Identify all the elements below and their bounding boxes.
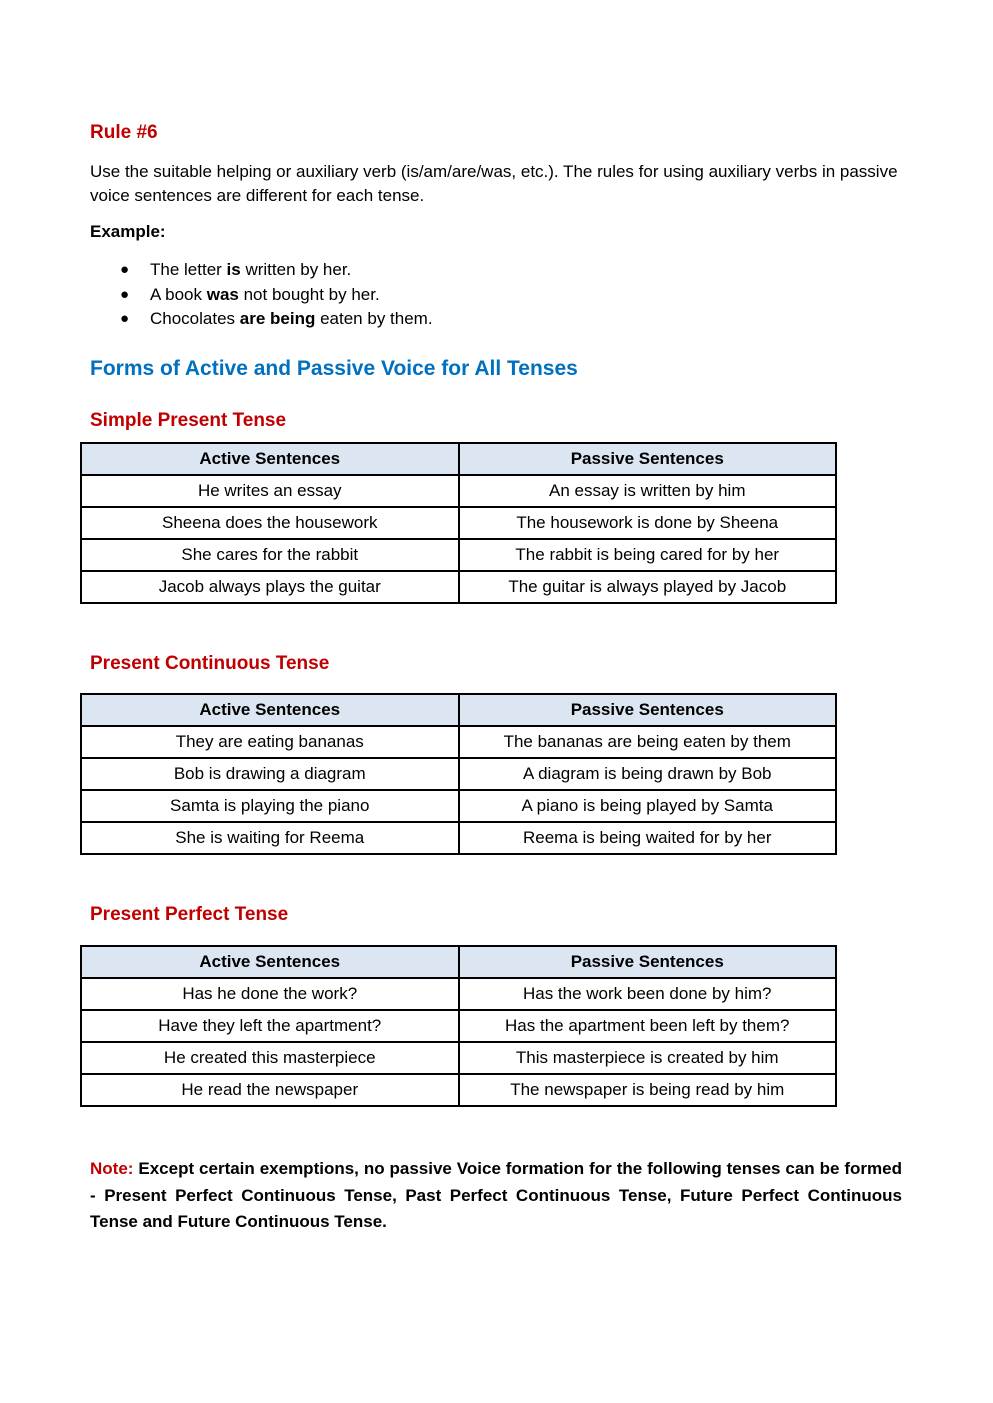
bullet-icon: ● <box>120 310 130 327</box>
table-present-continuous <box>80 693 837 855</box>
table-header-row <box>81 443 836 475</box>
list-item: ● Chocolates are being eaten by them. <box>90 307 433 332</box>
active-cell: Bob is drawing a diagram <box>81 758 459 790</box>
note-label: Note: <box>90 1159 134 1178</box>
passive-cell: A piano is being played by Samta <box>459 790 837 822</box>
table-row <box>81 1010 836 1042</box>
table-present-perfect <box>80 945 837 1107</box>
active-cell: They are eating bananas <box>81 726 459 758</box>
table-row <box>81 539 836 571</box>
rule-title: Rule #6 <box>90 122 158 143</box>
active-cell: Sheena does the housework <box>81 507 459 539</box>
passive-cell: Reema is being waited for by her <box>459 822 837 854</box>
passive-cell: A diagram is being drawn by Bob <box>459 758 837 790</box>
active-cell: Has he done the work? <box>81 978 459 1010</box>
table-row <box>81 978 836 1010</box>
passive-cell: The bananas are being eaten by them <box>459 726 837 758</box>
passive-cell: This masterpiece is created by him <box>459 1042 837 1074</box>
active-cell: Jacob always plays the guitar <box>81 571 459 603</box>
table-row <box>81 726 836 758</box>
table-row <box>81 790 836 822</box>
active-cell: He created this masterpiece <box>81 1042 459 1074</box>
active-cell: He read the newspaper <box>81 1074 459 1106</box>
table-row <box>81 1074 836 1106</box>
passive-cell: An essay is written by him <box>459 475 837 507</box>
table-row <box>81 507 836 539</box>
tense-title-simple-present: Simple Present Tense <box>90 410 287 431</box>
table-row <box>81 1042 836 1074</box>
table-header-row <box>81 946 836 978</box>
table-simple-present <box>80 442 837 604</box>
passive-cell: Has the work been done by him? <box>459 978 837 1010</box>
tense-title-present-continuous: Present Continuous Tense <box>90 653 330 674</box>
list-item: ● The letter is written by her. <box>90 258 433 283</box>
table-row <box>81 475 836 507</box>
passive-cell: The guitar is always played by Jacob <box>459 571 837 603</box>
tense-title-present-perfect: Present Perfect Tense <box>90 904 289 925</box>
note-paragraph <box>90 1156 902 1236</box>
table-header-row <box>81 694 836 726</box>
column-header-active: Active Sentences <box>81 694 459 726</box>
column-header-passive: Passive Sentences <box>459 443 837 475</box>
active-cell: He writes an essay <box>81 475 459 507</box>
table-row <box>81 758 836 790</box>
table-row <box>81 822 836 854</box>
example-list <box>90 258 433 332</box>
rule-intro: Use the suitable helping or auxiliary verb (is/am/are/was, etc.). The rules for using auxiliary verbs in passive voice sentences are different for each tense. <box>90 162 898 205</box>
column-header-active: Active Sentences <box>81 443 459 475</box>
column-header-passive: Passive Sentences <box>459 946 837 978</box>
passive-cell: Has the apartment been left by them? <box>459 1010 837 1042</box>
passive-cell: The rabbit is being cared for by her <box>459 539 837 571</box>
note-text: Except certain exemptions, no passive Voice formation for the following tenses can be formed - Present Perfect Continuous Tense, Past Perfect Continuous Tense, Future Perfect Continuous Tense and Future Continuous Tense. <box>90 1159 902 1231</box>
active-cell: She cares for the rabbit <box>81 539 459 571</box>
example-label: Example: <box>90 222 166 241</box>
active-cell: She is waiting for Reema <box>81 822 459 854</box>
passive-cell: The newspaper is being read by him <box>459 1074 837 1106</box>
active-cell: Samta is playing the piano <box>81 790 459 822</box>
bullet-icon: ● <box>120 285 130 303</box>
bullet-icon: ● <box>120 261 130 278</box>
column-header-passive: Passive Sentences <box>459 694 837 726</box>
column-header-active: Active Sentences <box>81 946 459 978</box>
list-item: ● A book was not bought by her. <box>90 283 433 308</box>
passive-cell: The housework is done by Sheena <box>459 507 837 539</box>
section-title: Forms of Active and Passive Voice for All Tenses <box>90 357 578 380</box>
active-cell: Have they left the apartment? <box>81 1010 459 1042</box>
table-row <box>81 571 836 603</box>
